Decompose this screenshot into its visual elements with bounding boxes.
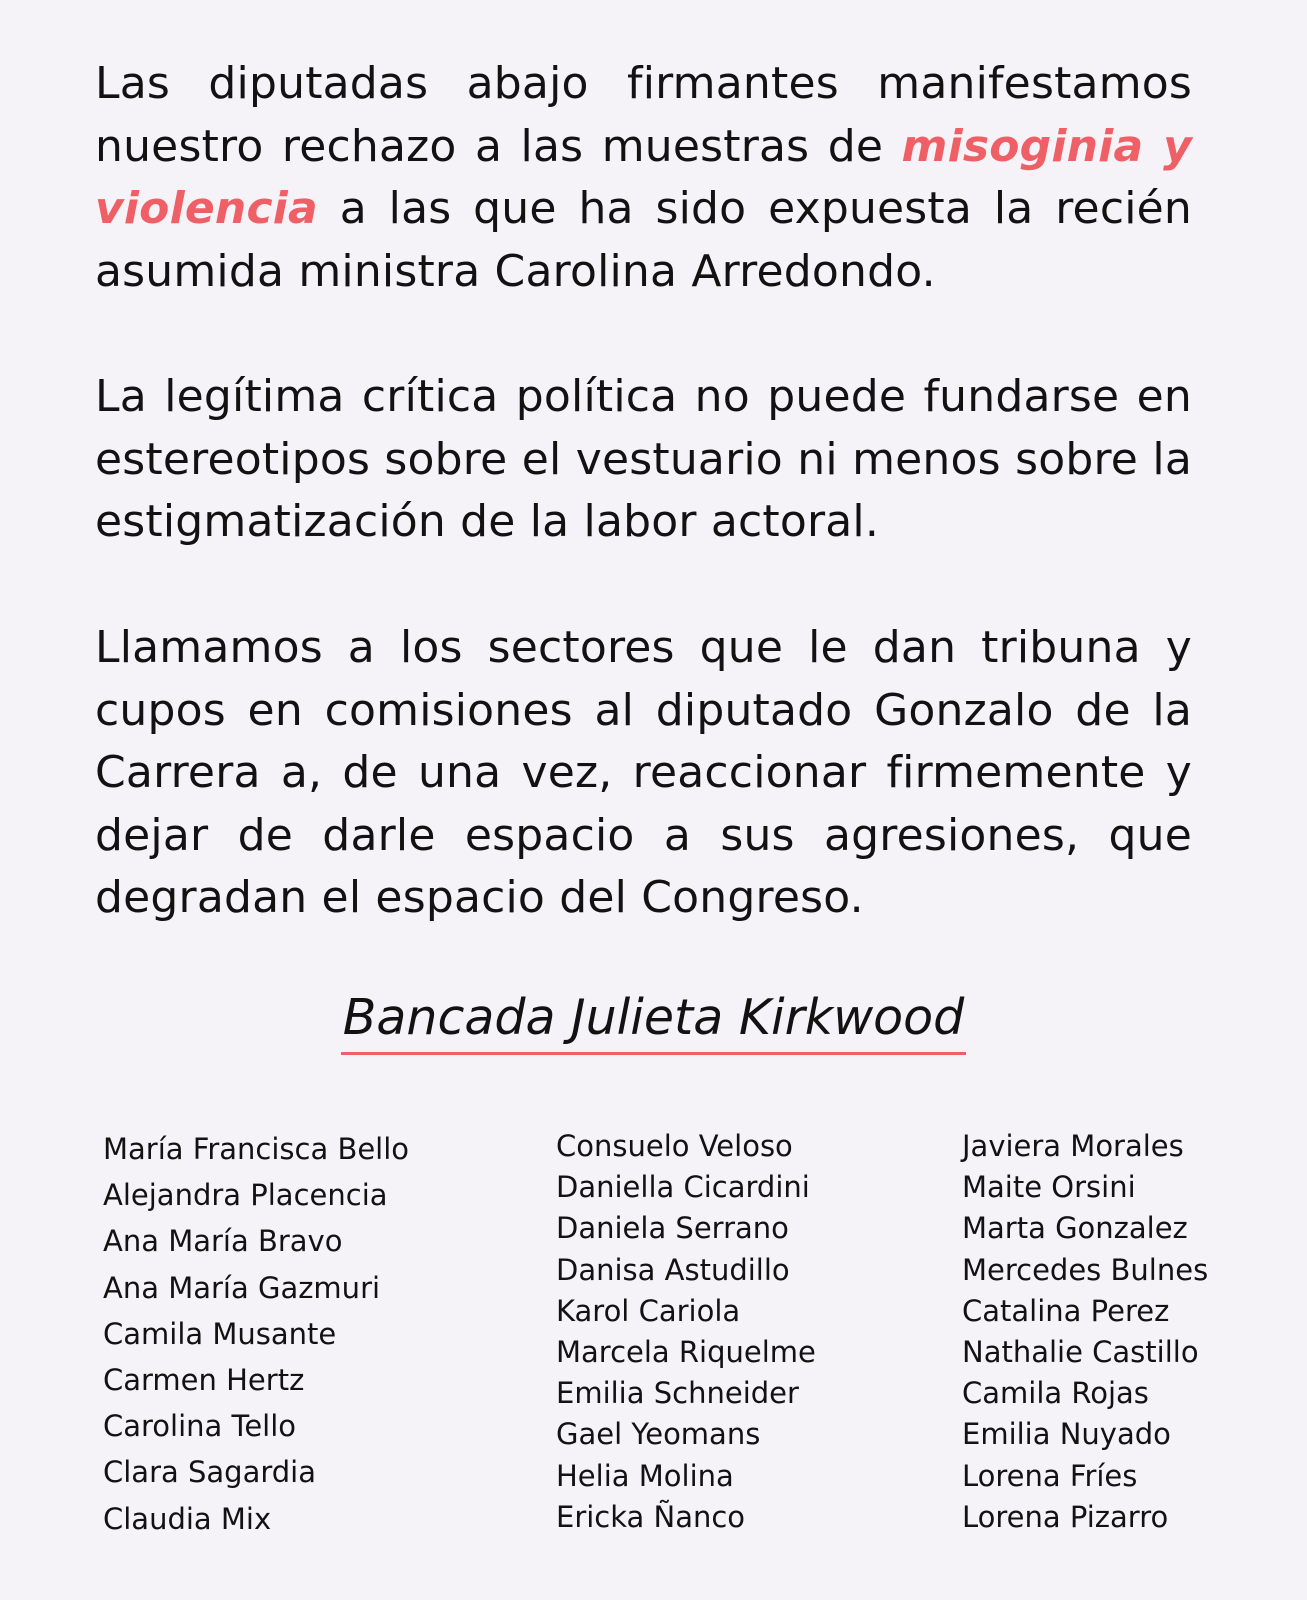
signatory-name: Javiera Morales — [962, 1129, 1184, 1163]
signatory-name: Ana María Gazmuri — [103, 1270, 381, 1305]
signatory-name: Mercedes Bulnes — [962, 1252, 1209, 1287]
paragraph-1-text-start: Las diputadas abajo firmantes manifestamos nuestro rechazo a las muestras de — [95, 58, 1192, 172]
signatory-name: Alejandra Placencia — [103, 1178, 388, 1213]
paragraph-1-text-end: a las que ha sido expuesta la recién asumida ministra Carolina Arredondo. — [95, 183, 1192, 297]
signatory-name: Catalina Perez — [962, 1293, 1170, 1328]
signatory-name: Marcela Riquelme — [556, 1335, 816, 1370]
signatory-name: Camila Rojas — [962, 1376, 1149, 1411]
signatory-name: Marta Gonzalez — [962, 1211, 1188, 1246]
signatory-name: Danisa Astudillo — [556, 1252, 790, 1287]
signatory-name: Carolina Tello — [103, 1409, 297, 1444]
signatory-name: Consuelo Veloso — [556, 1129, 793, 1163]
signatory-name: Maite Orsini — [962, 1170, 1136, 1205]
signatory-name: Ana María Bravo — [103, 1224, 343, 1259]
highlight-misogyny-violence: misoginia y violencia — [95, 120, 1192, 234]
signatory-name: Clara Sagardia — [103, 1455, 316, 1490]
statement-paragraph-3: Llamamos a los sectores que le dan tribuna y cupos en comisiones al diputado Gonzalo de la Carrera a, de una vez, reaccionar firmemente y dejar de darle espacio a sus agresiones, que degradan el espacio del Congreso. — [95, 622, 1192, 923]
statement-paragraph-1 — [95, 53, 1192, 303]
signature-block — [0, 988, 1307, 1055]
signatory-name: Karol Cariola — [556, 1293, 741, 1328]
signatory-name: Emilia Schneider — [556, 1376, 799, 1411]
signatory-name: Gael Yeomans — [556, 1417, 761, 1452]
signatory-name: Emilia Nuyado — [962, 1417, 1171, 1452]
caucus-signature: Bancada Julieta Kirkwood — [341, 988, 966, 1055]
signatory-name: Nathalie Castillo — [962, 1335, 1199, 1370]
signatory-name: Claudia Mix — [103, 1501, 272, 1536]
signatories-column-2 — [556, 1126, 816, 1538]
signatory-name: Daniella Cicardini — [556, 1170, 810, 1205]
signatories-column-1 — [103, 1126, 409, 1542]
signatory-name: María Francisca Bello — [103, 1132, 410, 1166]
signatory-name: Daniela Serrano — [556, 1211, 789, 1246]
signatory-name: Ericka Ñanco — [556, 1499, 746, 1534]
signatory-name: Helia Molina — [556, 1458, 734, 1493]
signatory-name: Carmen Hertz — [103, 1363, 305, 1398]
signatory-name: Camila Musante — [103, 1316, 337, 1351]
signatory-name: Lorena Fríes — [962, 1458, 1138, 1493]
statement-paragraph-2: La legítima crítica política no puede fundarse en estereotipos sobre el vestuario ni menos sobre la estigmatización de la labor actoral. — [95, 371, 1192, 547]
signatories-column-3 — [962, 1126, 1208, 1538]
signatory-name: Lorena Pizarro — [962, 1499, 1169, 1534]
